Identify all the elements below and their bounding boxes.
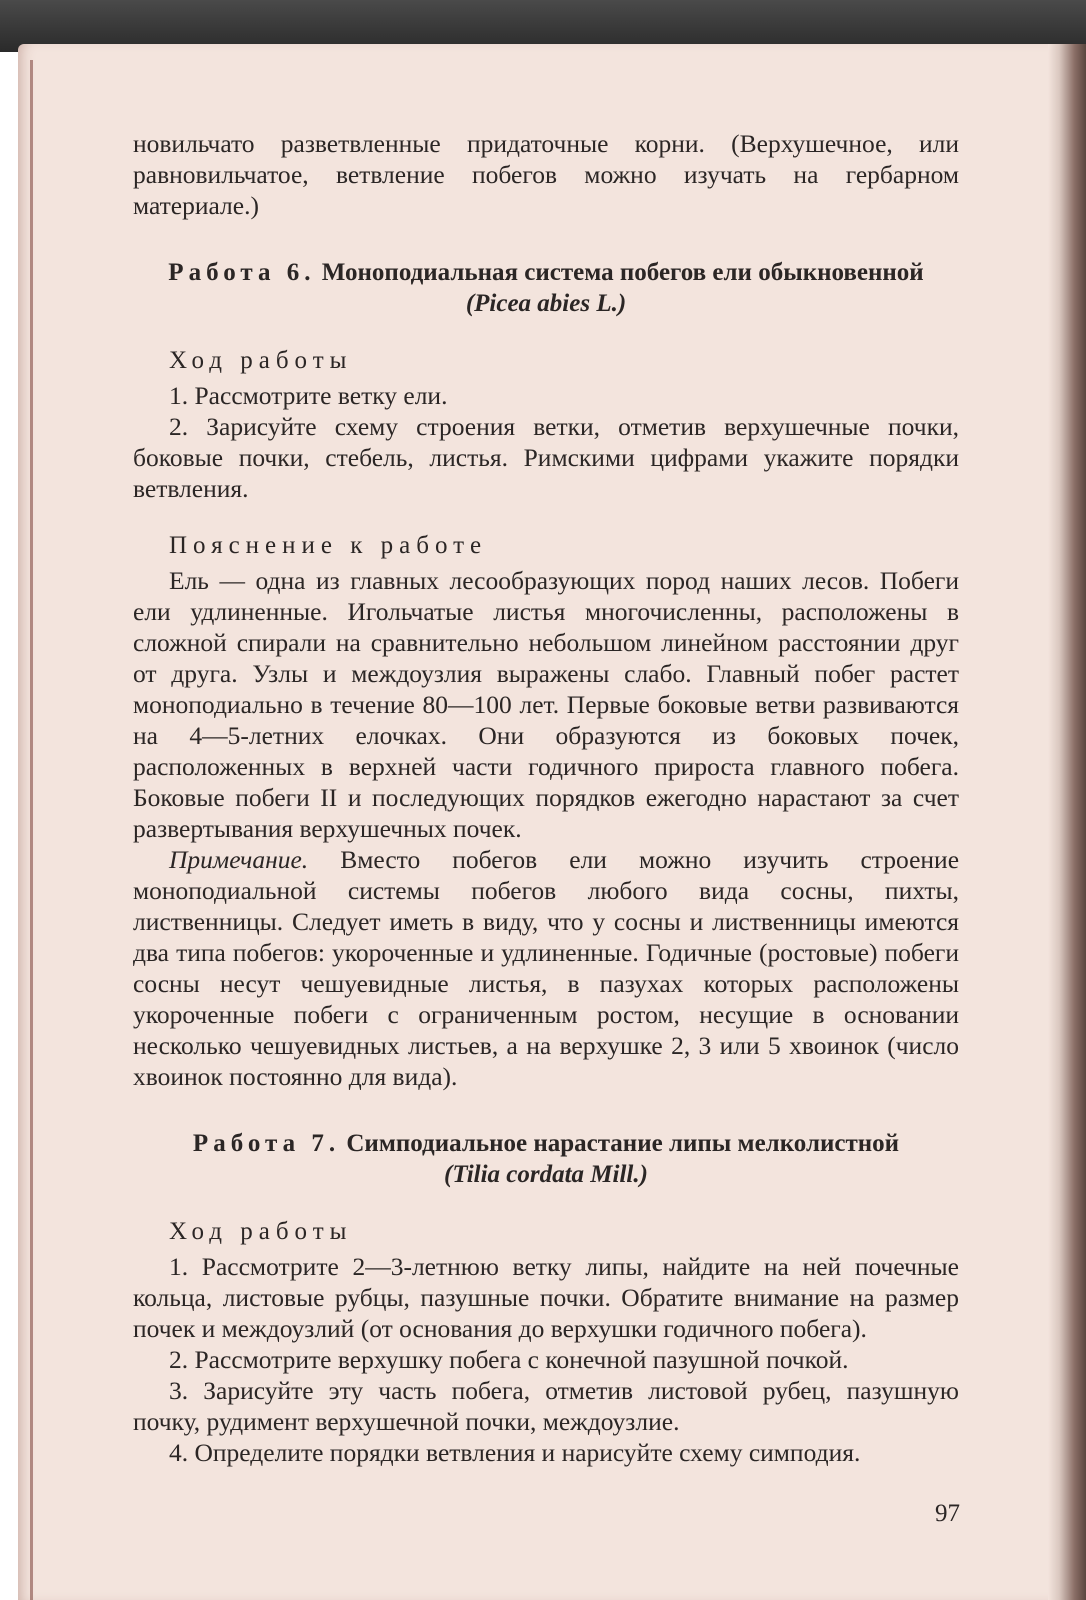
work6-procedure-heading: Ход работы <box>169 347 353 374</box>
page-number: 97 <box>935 1500 960 1527</box>
work6-note <box>133 844 959 1092</box>
work6-title: Моноподиальная система побегов ели обыкновенной <box>321 259 924 286</box>
work6-label: Работа 6. <box>168 259 316 286</box>
page-text <box>133 128 959 1468</box>
work6-explanation: Ель — одна из главных лесообразующих пород наших лесов. Побеги ели удлиненные. Игольчатые листья многочисленны, расположены в сложной спирали на сравнительно небольшом линейном расстоянии друг от друга. Узлы и междоузлия выражены слабо. Главный побег растет моноподиально в течение 80—100 лет. Первые боковые ветви развиваются на 4—5-летних елочках. Они образуются из боковых почек, расположенных в верхней части годичного прироста главного побега. Боковые побеги II и последующих порядков ежегодно нарастают за счет развертывания верхушечных почек. <box>133 566 959 843</box>
work7-step-1: 1. Рассмотрите 2—3-летнюю ветку липы, найдите на ней почечные кольца, листовые рубцы, пазушные почки. Обратите внимание на размер почек и междоузлий (от основания до верхушки годичного побега). <box>133 1252 959 1343</box>
work7-step-4: 4. Определите порядки ветвления и нарисуйте схему симподия. <box>169 1438 861 1467</box>
work7-step-2: 2. Рассмотрите верхушку побега с конечной пазушной почкой. <box>169 1345 849 1374</box>
work7-title: Симподиальное нарастание липы мелколистной <box>346 1130 900 1157</box>
binding-line <box>30 60 33 1600</box>
work7-heading <box>133 1128 959 1190</box>
work7-label: Работа 7. <box>192 1130 341 1157</box>
work7-step-3: 3. Зарисуйте эту часть побега, отметив листовой рубец, пазушную почку, рудимент верхушечной почки, междоузлие. <box>133 1376 959 1436</box>
work6-step-2: 2. Зарисуйте схему строения ветки, отметив верхушечные почки, боковые почки, стебель, листья. Римскими цифрами укажите порядки ветвления. <box>133 412 959 503</box>
note-text: Вместо побегов ели можно изучить строение моноподиальной системы побегов любого вида сосны, пихты, лиственницы. Следует иметь в виду, что у сосны и лиственницы имеются два типа побегов: укороченные и удлиненные. Годичные (ростовые) побеги сосны несут чешуевидные листья, в пазухах которых расположены укороченные побеги с ограниченным ростом, несущие в основании несколько чешуевидных листьев, а на верхушке 2, 3 или 5 хвоинок (число хвоинок постоянно для вида). <box>133 845 960 1091</box>
work7-procedure-heading: Ход работы <box>169 1218 353 1245</box>
work6-step-1: 1. Рассмотрите ветку ели. <box>169 381 448 410</box>
note-label: Примечание. <box>169 845 309 874</box>
page-edge <box>1048 44 1086 1600</box>
work6-latin: (Picea abies L.) <box>465 290 627 317</box>
work6-heading <box>133 257 959 319</box>
work7-latin: (Tilia cordata Mill.) <box>444 1161 648 1188</box>
work6-explanation-heading: Пояснение к работе <box>169 532 488 559</box>
intro-paragraph: новильчато разветвленные придаточные корни. (Верхушечное, или равновильчатое, ветвление побегов можно изучать на гербарном материале.) <box>133 129 959 220</box>
